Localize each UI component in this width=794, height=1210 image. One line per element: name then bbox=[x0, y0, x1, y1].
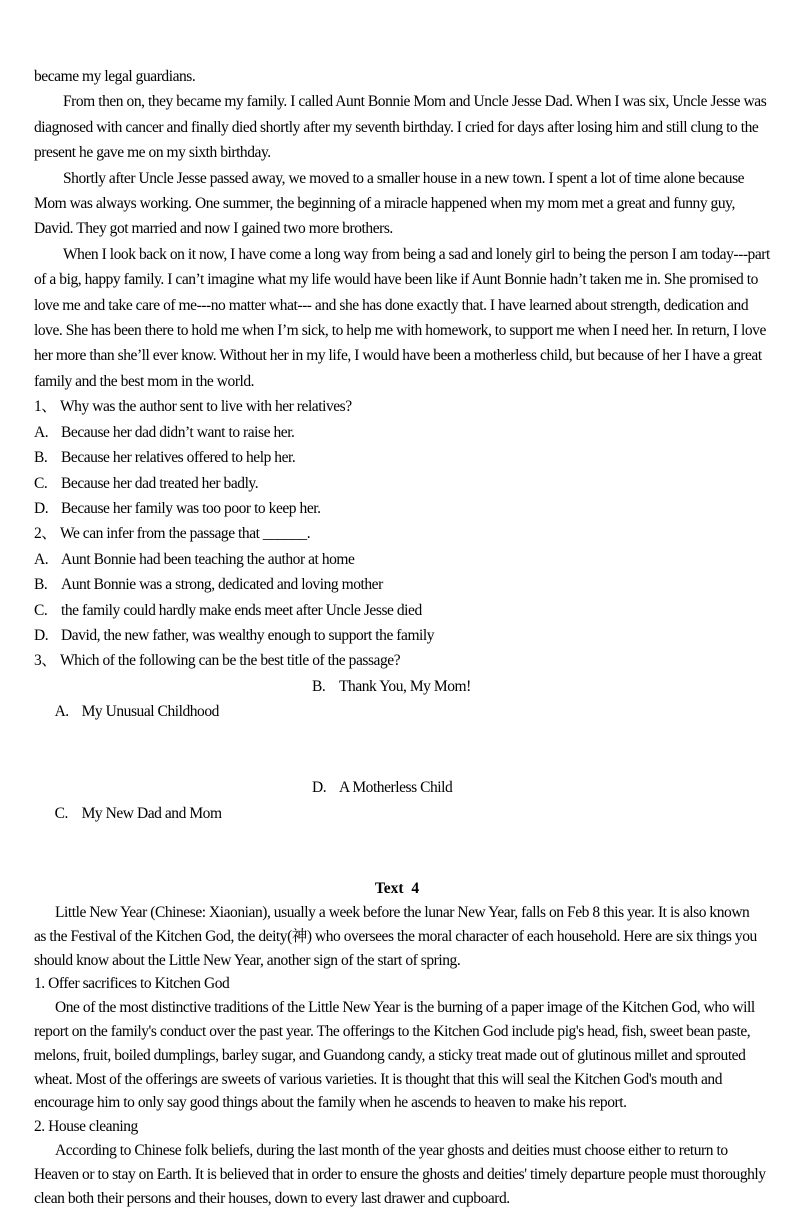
option-b-label: B. bbox=[34, 576, 48, 594]
passage-line: When I look back on it now, I have come a long way from being a sad and lonely girl to being the person I am today---part bbox=[63, 245, 770, 263]
question-2-option-d bbox=[34, 623, 760, 648]
passage-line: love. She has been there to hold me when I’m sick, to help me with homework, to support me when I need her. In return, I love bbox=[34, 322, 766, 340]
option-a-label: A. bbox=[34, 423, 49, 441]
option-c-label: C. bbox=[34, 601, 48, 619]
text-4-section bbox=[34, 901, 766, 1210]
passage-line: melons, fruit, boiled dumplings, barley sugar, and Guandong candy, a sticky treat made out of glutinous millet and sprouted bbox=[34, 1046, 746, 1064]
passage-line: should know about the Little New Year, another sign of the start of spring. bbox=[34, 951, 461, 969]
option-d-text: A Motherless Child bbox=[339, 779, 453, 797]
passage-line: David. They got married and now I gained two more brothers. bbox=[34, 220, 393, 238]
question-2-stem bbox=[34, 521, 760, 546]
passage-line: Mom was always working. One summer, the beginning of a miracle happened when my mom met a great and funny guy, bbox=[34, 195, 735, 213]
question-1-text: Why was the author sent to live with her relatives? bbox=[60, 398, 352, 416]
passage-line: Shortly after Uncle Jesse passed away, we moved to a smaller house in a new town. I spent a lot of time alone because bbox=[63, 169, 745, 187]
question-2-text: We can infer from the passage that ______. bbox=[60, 525, 311, 543]
subheading-1: 1. Offer sacrifices to Kitchen God bbox=[34, 975, 230, 993]
passage-line: present he gave me on my sixth birthday. bbox=[34, 144, 271, 162]
question-2-option-b bbox=[34, 572, 760, 597]
option-c-text: Because her dad treated her badly. bbox=[61, 474, 259, 492]
question-1-option-d bbox=[34, 496, 760, 521]
question-3-option-c bbox=[55, 805, 222, 822]
question-3-options-row-2 bbox=[34, 775, 760, 877]
question-3-number: 3、 bbox=[34, 652, 57, 670]
question-1-number: 1、 bbox=[34, 398, 57, 416]
passage-line: her more than she’ll ever know. Without her in my life, I would have been a motherless child, but because of her I have a great bbox=[34, 347, 762, 365]
passage-line: Heaven or to stay on Earth. It is believed that in order to ensure the ghosts and deities' timely departure people must thoroughly bbox=[34, 1165, 766, 1183]
option-d-text: Because her family was too poor to keep her. bbox=[61, 499, 321, 517]
passage-line: According to Chinese folk beliefs, during the last month of the year ghosts and deities must choose either to return to bbox=[55, 1141, 728, 1159]
option-c-text: the family could hardly make ends meet after Uncle Jesse died bbox=[61, 601, 422, 619]
question-3-stem bbox=[34, 648, 760, 673]
question-3-option-d bbox=[312, 775, 452, 800]
question-3-option-b bbox=[312, 674, 471, 699]
question-2-option-a bbox=[34, 547, 760, 572]
option-c-label: C. bbox=[34, 474, 48, 492]
question-3-option-a bbox=[55, 703, 219, 720]
passage-3-section bbox=[34, 64, 770, 877]
option-a-text: Aunt Bonnie had been teaching the author at home bbox=[61, 550, 355, 568]
question-1-stem bbox=[34, 394, 760, 419]
option-c-label: C. bbox=[54, 804, 68, 822]
option-b-label: B. bbox=[312, 677, 326, 695]
text-4-heading: Text 4 bbox=[374, 880, 420, 897]
passage-line: encourage him to only say good things about the family when he ascends to heaven to make his report. bbox=[34, 1094, 627, 1112]
option-b-text: Aunt Bonnie was a strong, dedicated and loving mother bbox=[61, 576, 383, 594]
passage-line: From then on, they became my family. I called Aunt Bonnie Mom and Uncle Jesse Dad. When I was six, Uncle Jesse was bbox=[63, 93, 767, 111]
question-1-option-c bbox=[34, 471, 760, 496]
passage-line: of a big, happy family. I can’t imagine what my life would have been like if Aunt Bonnie hadn’t taken me in. She promised to bbox=[34, 271, 758, 289]
option-a-text: My Unusual Childhood bbox=[81, 703, 219, 721]
option-d-label: D. bbox=[34, 499, 49, 517]
option-c-text: My New Dad and Mom bbox=[81, 804, 222, 822]
passage-continuation-line: became my legal guardians. bbox=[34, 68, 196, 85]
subheading-2: 2. House cleaning bbox=[34, 1118, 138, 1136]
question-1-option-a bbox=[34, 420, 760, 445]
passage-line: One of the most distinctive traditions of the Little New Year is the burning of a paper image of the Kitchen God, who will bbox=[55, 999, 755, 1017]
option-b-text: Thank You, My Mom! bbox=[339, 677, 471, 695]
option-d-label: D. bbox=[34, 626, 49, 644]
passage-line: love me and take care of me---no matter what--- and she has done exactly that. I have learned about strength, dedication and bbox=[34, 296, 749, 314]
passage-line: wheat. Most of the offerings are sweets of various varieties. It is thought that this will seal the Kitchen God's mouth and bbox=[34, 1070, 722, 1088]
passage-line: as the Festival of the Kitchen God, the deity(神) who oversees the moral character of each household. Here are six things you bbox=[34, 927, 757, 945]
passage-line: report on the family's conduct over the past year. The offerings to the Kitchen God include pig's head, fish, sweet bean paste, bbox=[34, 1022, 751, 1040]
option-b-text: Because her relatives offered to help her. bbox=[61, 449, 296, 467]
option-d-label: D. bbox=[312, 779, 327, 797]
passage-line: family and the best mom in the world. bbox=[34, 372, 255, 390]
option-d-text: David, the new father, was wealthy enough to support the family bbox=[61, 626, 435, 644]
passage-line: diagnosed with cancer and finally died shortly after my seventh birthday. I cried for days after losing him and still clung to the bbox=[34, 118, 759, 136]
option-a-text: Because her dad didn’t want to raise her. bbox=[61, 423, 295, 441]
question-2-number: 2、 bbox=[34, 525, 57, 543]
question-2-option-c bbox=[34, 598, 760, 623]
question-1-option-b bbox=[34, 445, 760, 470]
option-a-label: A. bbox=[54, 703, 69, 721]
passage-line: Little New Year (Chinese: Xiaonian), usually a week before the lunar New Year, falls on Feb 8 this year. It is also known bbox=[55, 904, 750, 921]
option-a-label: A. bbox=[34, 550, 49, 568]
passage-line: clean both their persons and their houses, down to every last drawer and cupboard. bbox=[34, 1189, 510, 1207]
option-b-label: B. bbox=[34, 449, 48, 467]
question-3-text: Which of the following can be the best title of the passage? bbox=[60, 652, 401, 670]
question-3-options-row-1 bbox=[34, 674, 760, 776]
